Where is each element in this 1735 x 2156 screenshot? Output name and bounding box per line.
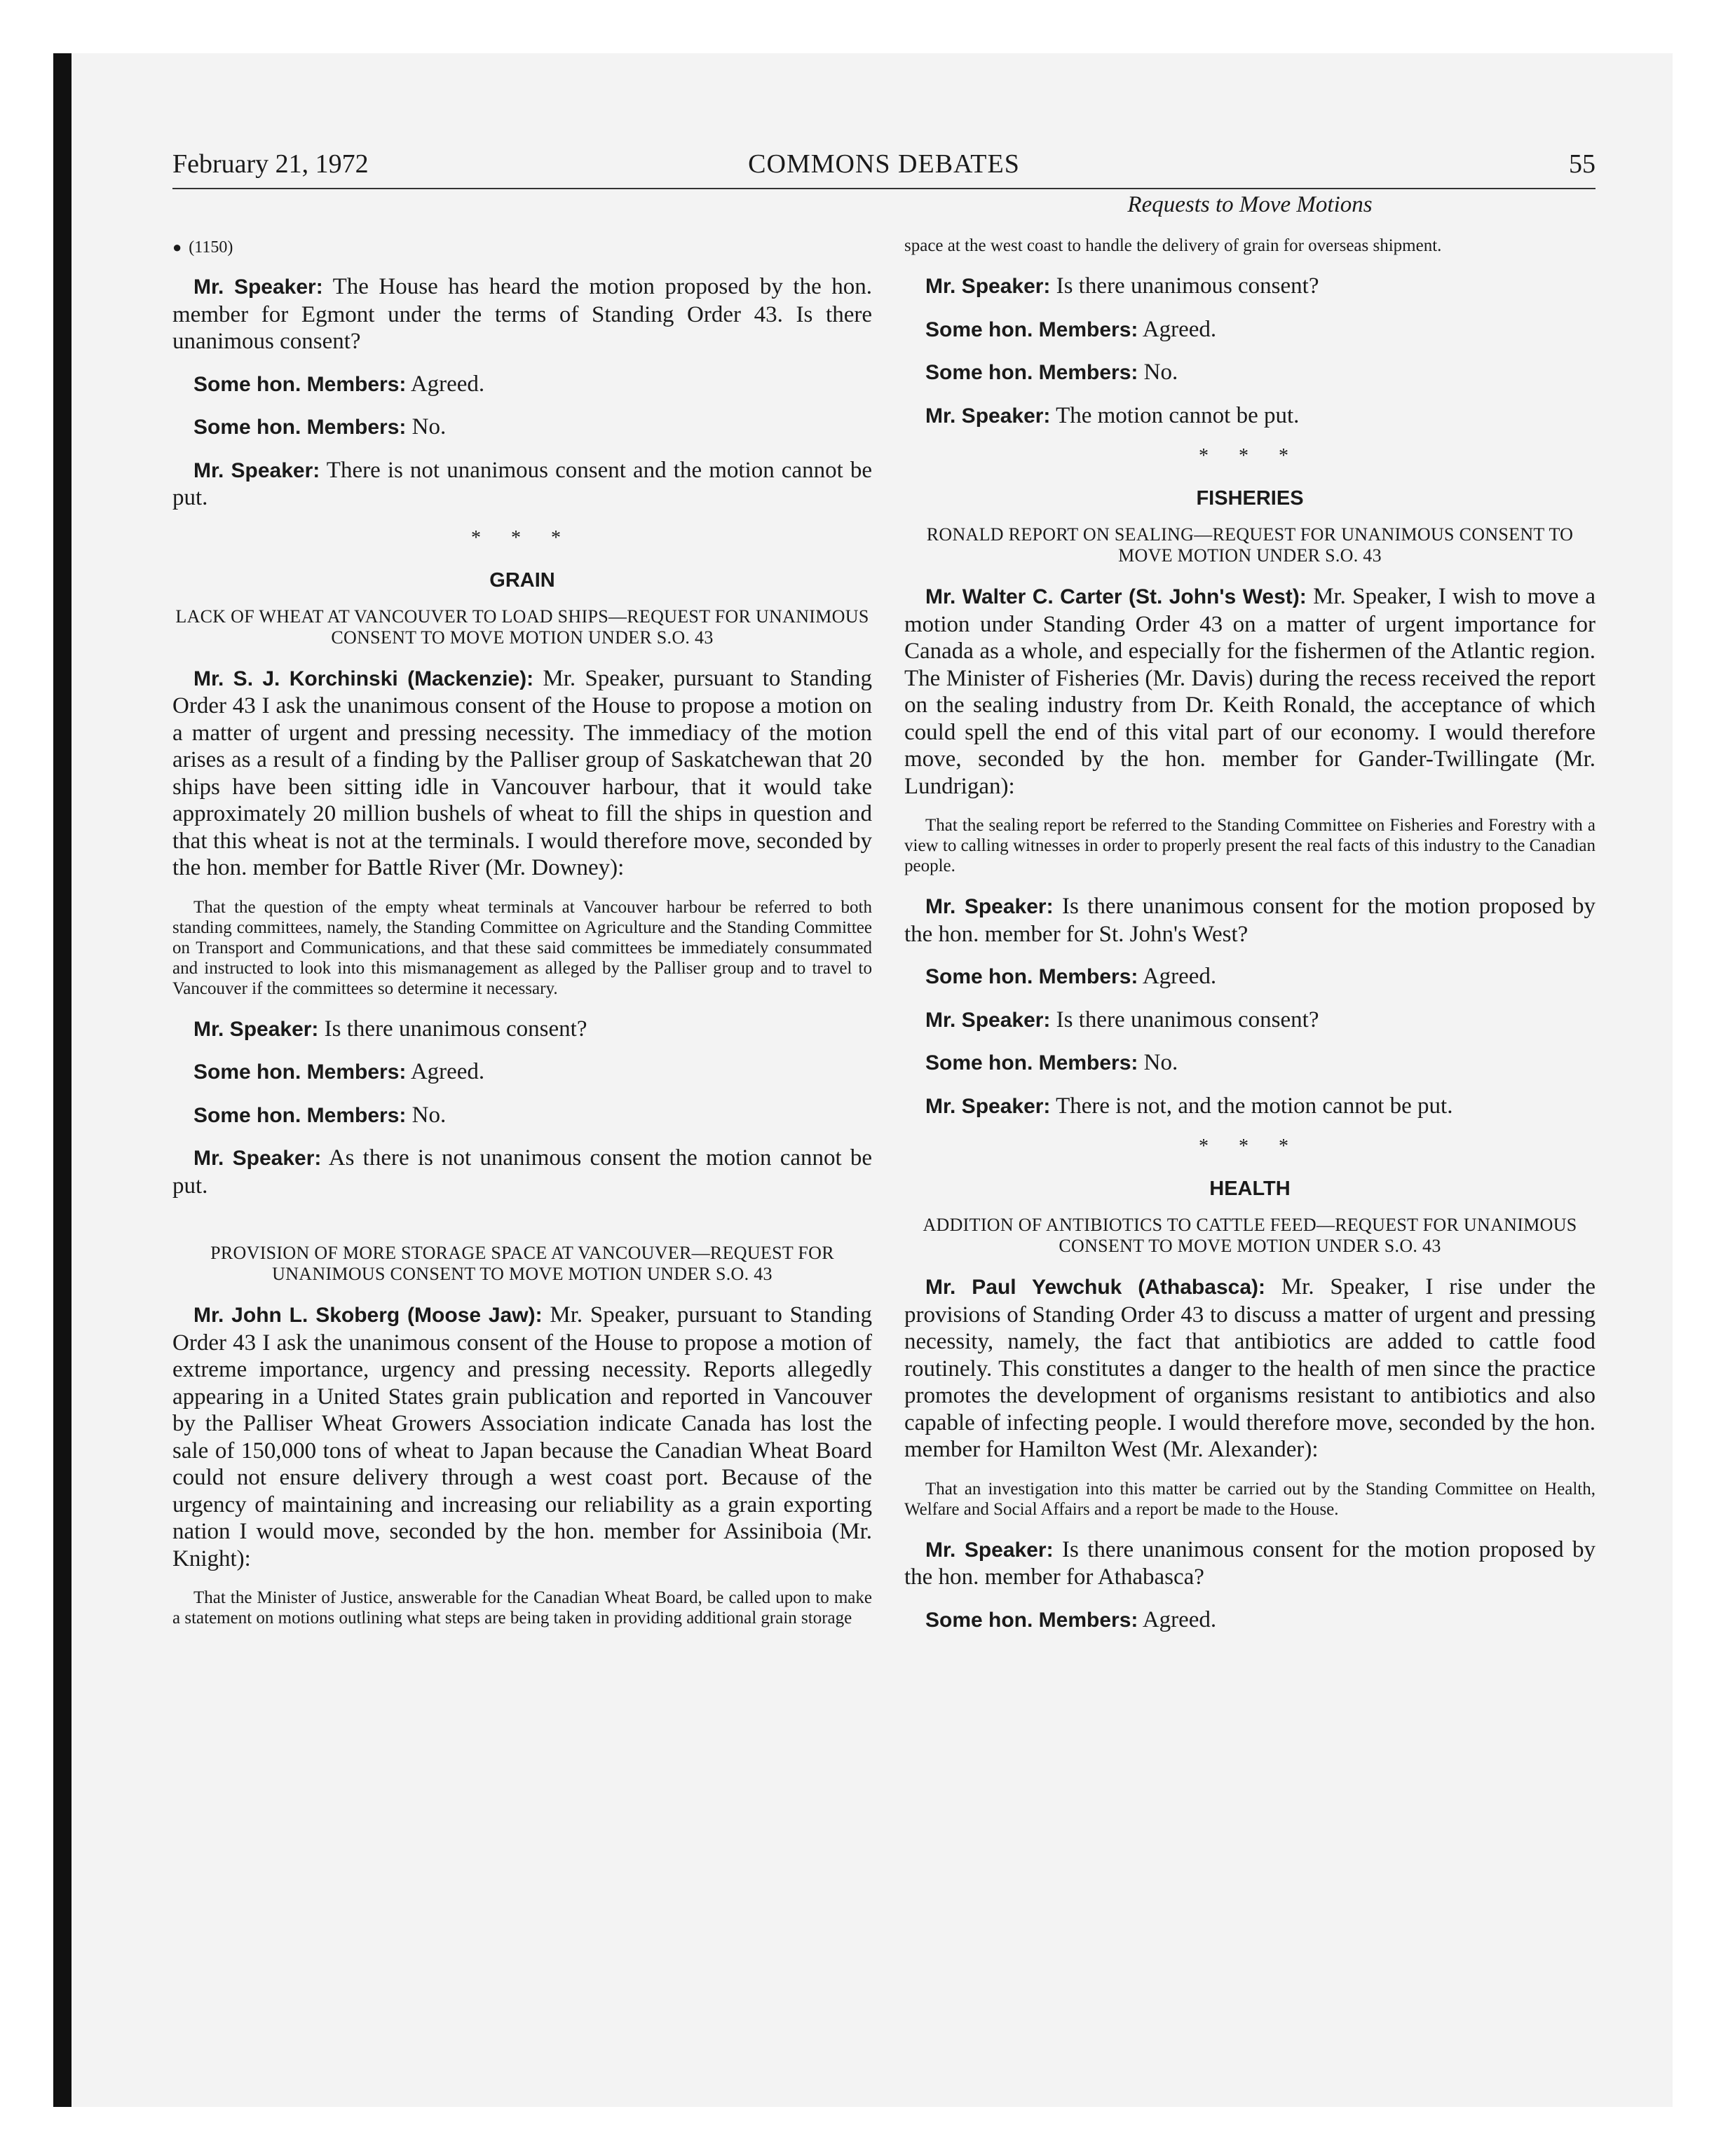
speaker-name: Mr. Speaker: (193, 275, 323, 299)
speech (904, 316, 1595, 344)
topic-heading: FISHERIES (1196, 487, 1304, 510)
speech (904, 893, 1595, 948)
speech (904, 273, 1595, 301)
speech (904, 402, 1595, 430)
section-heading: Requests to Move Motions (1127, 192, 1373, 217)
speech (904, 1536, 1595, 1591)
speech-text: As there is not unanimous consent the motion cannot be put. (172, 1145, 873, 1199)
header-date: February 21, 1972 (172, 149, 369, 179)
speaker-name: Some hon. Members: (193, 1060, 407, 1084)
speech (172, 665, 872, 882)
speech (904, 1274, 1595, 1464)
speech (904, 1049, 1595, 1077)
topic-heading: GRAIN (489, 568, 555, 592)
speaker-name: Some hon. Members: (925, 361, 1138, 384)
right-column (904, 236, 1595, 1649)
speaker-name: Some hon. Members: (193, 372, 407, 396)
time-mark-text: (1150) (189, 238, 233, 257)
speaker-name: Mr. John L. Skoberg (Moose Jaw): (193, 1304, 543, 1327)
speaker-name: Mr. S. J. Korchinski (Mackenzie): (193, 667, 534, 690)
motion-text: That the sealing report be referred to the Standing Committee on Fisheries and Forestry with a view to calling witnesses in order to properly present the real facts of this industry to the Canadian people. (904, 816, 1595, 875)
speech-text: Agreed. (1138, 316, 1217, 342)
bullet-icon: ● (172, 238, 182, 256)
time-marker (172, 236, 872, 259)
speaker-name: Some hon. Members: (925, 1608, 1138, 1632)
left-column (172, 236, 872, 1645)
speaker-name: Some hon. Members: (925, 965, 1138, 988)
motion-text-continued: space at the west coast to handle the delivery of grain for overseas shipment. (904, 236, 1442, 255)
speech-text: Agreed. (1138, 964, 1217, 989)
speech (172, 273, 872, 355)
speaker-name: Mr. Speaker: (193, 1017, 319, 1041)
speech (172, 414, 872, 442)
speech-text: Mr. Speaker, pursuant to Standing Order 43 I ask the unanimous consent of the House to propose a motion on a matter of urgent and pressing necessity. The immediacy of the motion arises as a result of a finding by the Palliser group of Saskatchewan that 20 ships have been sitting idle in Vancouver harbour, that it would take approximately 20 million bushels of wheat to fill the ships in question and that this wheat is not at the terminals. I would therefore move, seconded by the hon. member for Battle River (Mr. Downey): (172, 665, 872, 880)
item-subheading: PROVISION OF MORE STORAGE SPACE AT VANCOUVER—REQUEST FOR UNANIMOUS CONSENT TO MOVE MOTION UNDER S.O. 43 (210, 1243, 834, 1284)
header-title: COMMONS DEBATES (748, 149, 1020, 179)
page-number: 55 (1569, 149, 1595, 179)
speech-text: No. (406, 414, 447, 439)
topic-heading: HEALTH (1209, 1178, 1291, 1200)
motion-text: That the question of the empty wheat terminals at Vancouver harbour be referred to both standing committees, namely, the Standing Committee on Agriculture and the Standing Committee on Transport and Communications, and that these said committees be immediately consummated and instructed to look into this mismanagement as alleged by the Palliser group and to travel to Vancouver if the committees so determine it necessary. (172, 897, 872, 998)
motion-text: That the Minister of Justice, answerable for the Canadian Wheat Board, be called upon to make a statement on motions outlining what steps are being taken in providing additional grain storage (172, 1588, 872, 1628)
speech-text: Is there unanimous consent? (318, 1016, 587, 1042)
item-subheading: ADDITION OF ANTIBIOTICS TO CATTLE FEED—REQUEST FOR UNANIMOUS CONSENT TO MOVE MOTION UNDER S.O. 43 (923, 1215, 1577, 1256)
speaker-name: Mr. Speaker: (925, 1008, 1051, 1032)
speech-text: Is there unanimous consent for the motion proposed by the hon. member for St. John's West? (904, 894, 1595, 947)
section-separator: * * * (471, 526, 573, 549)
speech (172, 371, 872, 399)
speaker-name: Mr. Paul Yewchuk (Athabasca): (925, 1276, 1265, 1299)
speech (172, 457, 872, 512)
item-subheading: RONALD REPORT ON SEALING—REQUEST FOR UNANIMOUS CONSENT TO MOVE MOTION UNDER S.O. 43 (926, 524, 1574, 566)
speaker-name: Some hon. Members: (925, 318, 1138, 341)
speech-text: No. (406, 1102, 447, 1128)
speaker-name: Mr. Speaker: (925, 1094, 1051, 1118)
speech (172, 1016, 872, 1044)
speech (904, 583, 1595, 800)
speaker-name: Mr. Speaker: (193, 1147, 322, 1170)
speech (904, 1007, 1595, 1035)
speaker-name: Mr. Speaker: (193, 458, 320, 482)
speech-text: The motion cannot be put. (1050, 402, 1300, 428)
speech-text: Mr. Speaker, I rise under the provisions of Standing Order 43 to discuss a matter of urgent and pressing necessity, namely, the fact that antibiotics are added to cattle food routinely. This constitutes a danger to the health of men since the practice promotes the development of organisms resistant to antibiotics and also capable of infecting people. I would therefore move, seconded by the hon. member for Hamilton West (Mr. Alexander): (904, 1274, 1595, 1462)
speaker-name: Some hon. Members: (193, 1103, 407, 1127)
section-separator: * * * (1199, 445, 1301, 467)
speech-text: There is not unanimous consent and the motion cannot be put. (172, 457, 873, 510)
speech (172, 1302, 872, 1572)
speech-text: There is not, and the motion cannot be put. (1050, 1093, 1453, 1119)
speech-text: Is there unanimous consent for the motion proposed by the hon. member for Athabasca? (904, 1536, 1595, 1590)
speech-text: No. (1138, 360, 1178, 385)
speech-text: Is there unanimous consent? (1050, 1007, 1319, 1032)
speaker-name: Mr. Speaker: (925, 895, 1054, 918)
speaker-name: Mr. Speaker: (925, 404, 1051, 428)
scan-edge-bar (53, 53, 72, 2107)
speech-text: Mr. Speaker, pursuant to Standing Order 43 I ask the unanimous consent of the House to propose a motion of extreme importance, urgency and pressing necessity. Reports allegedly appearing in a United States grain publication and reported in Vancouver by the Palliser Wheat Growers Association indicate Canada has lost the sale of 150,000 tons of wheat to Japan because the Canadian Wheat Board could not ensure delivery through a west coast port. Because of the urgency of maintaining and increasing our reliability as a grain exporting nation I would move, seconded by the hon. member for Assiniboia (Mr. Knight): (172, 1302, 873, 1571)
speech-text: Mr. Speaker, I wish to move a motion under Standing Order 43 on a matter of urgent importance for Canada as a whole, and especially for the fishermen of the Atlantic region. The Minister of Fisheries (Mr. Davis) during the recess received the report on the sealing industry from Dr. Keith Ronald, the acceptance of which could spell the end of this vital part of our economy. I would therefore move, seconded by the hon. member for Gander-Twillingate (Mr. Lundrigan): (904, 584, 1596, 799)
speech (904, 1606, 1595, 1635)
speaker-name: Some hon. Members: (925, 1051, 1138, 1074)
speech (904, 963, 1595, 991)
section-separator: * * * (1199, 1135, 1301, 1157)
page-header (172, 146, 1595, 189)
speaker-name: Mr. Speaker: (925, 275, 1051, 298)
speech-text: The House has heard the motion proposed by the hon. member for Egmont under the terms of Standing Order 43. Is there unanimous consent? (172, 274, 872, 354)
speaker-name: Mr. Walter C. Carter (St. John's West): (925, 585, 1307, 608)
speech (172, 1102, 872, 1130)
speech (904, 1093, 1595, 1121)
speech-text: Agreed. (406, 371, 485, 397)
speech (172, 1058, 872, 1086)
motion-text: That an investigation into this matter be carried out by the Standing Committee on Health, Welfare and Social Affairs and a report be made to the House. (904, 1479, 1595, 1519)
speech-text: No. (1138, 1050, 1178, 1075)
speech (904, 359, 1595, 387)
speech-text: Agreed. (406, 1059, 485, 1084)
speaker-name: Some hon. Members: (193, 416, 407, 439)
speech-text: Agreed. (1138, 1606, 1217, 1632)
speech (172, 1145, 872, 1199)
item-subheading: LACK OF WHEAT AT VANCOUVER TO LOAD SHIPS—REQUEST FOR UNANIMOUS CONSENT TO MOVE MOTION UNDER S.O. 43 (175, 606, 869, 648)
speech-text: Is there unanimous consent? (1050, 273, 1319, 299)
speaker-name: Mr. Speaker: (925, 1538, 1054, 1562)
